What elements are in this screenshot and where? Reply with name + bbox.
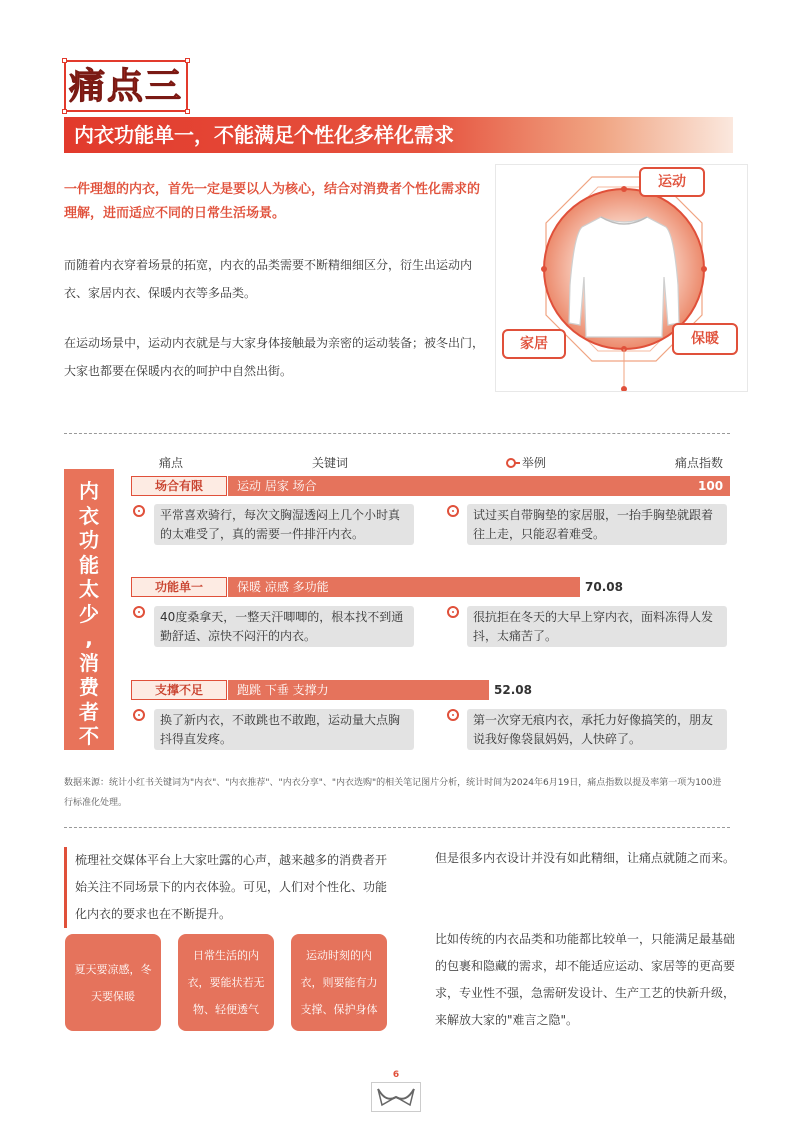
column-header-keyword: 关键词 — [312, 456, 349, 470]
keywords: 运动 居家 场合 — [237, 479, 317, 493]
need-card-text: 日常生活的内衣，要能状若无物、轻便透气 — [187, 949, 265, 1016]
vertical-title-char: 费 — [79, 675, 99, 699]
vertical-title-char: 太 — [79, 577, 99, 601]
keywords: 保暖 凉感 多功能 — [237, 580, 329, 594]
brand-logo-icon — [372, 1083, 420, 1111]
need-card — [291, 934, 387, 1031]
keywords: 跑跳 下垂 支撑力 — [237, 683, 329, 697]
scene-label-sport: 运动 — [639, 167, 705, 197]
index-value: 52.08 — [494, 683, 532, 697]
column-header-example — [506, 454, 546, 471]
index-bar — [228, 577, 580, 597]
ring-node — [541, 266, 547, 272]
longsleeve-top-icon — [569, 217, 679, 337]
quote-box: 第一次穿无痕内衣，承托力好像搞笑的，朋友说我好像袋鼠妈妈，人快碎了。 — [467, 709, 727, 750]
vertical-title-char: 内 — [79, 479, 99, 503]
pain-tag: 场合有限 — [131, 476, 227, 496]
index-value: 70.08 — [585, 580, 623, 594]
quote-dot-icon — [133, 505, 145, 517]
vertical-title-char: , — [85, 626, 93, 650]
headline-title: 内衣功能单一，不能满足个性化多样化需求 — [74, 123, 454, 147]
column-header-pain: 痛点 — [159, 456, 184, 470]
ring-node — [701, 266, 707, 272]
divider-dashed — [64, 433, 730, 434]
divider-dashed — [64, 827, 730, 828]
scene-illustration — [495, 164, 748, 392]
quote-dot-icon — [447, 505, 459, 517]
pain-point-title-box — [64, 60, 188, 112]
pain-point-label: 痛点三 — [68, 66, 183, 107]
vertical-title-char: 少 — [79, 601, 99, 626]
vertical-title-char: 能 — [79, 552, 99, 577]
summary-paragraph: 梳理社交媒体平台上大家吐露的心声，越来越多的消费者开始关注不同场景下的内衣体验。可见，人们对个性化、功能化内衣的要求也在不断提升。 — [64, 847, 392, 928]
intro-paragraph-2: 在运动场景中，运动内衣就是与大家身体接触最为亲密的运动装备；被冬出门，大家也都要在保暖内衣的呵护中自然出街。 — [64, 336, 485, 378]
need-card — [65, 934, 161, 1031]
vertical-title — [64, 479, 114, 749]
quote-box: 试过买自带胸垫的家居服，一抬手胸垫就跟着往上走，只能忍着难受。 — [467, 504, 727, 545]
corner-handle — [185, 58, 190, 63]
column-header-index: 痛点指数 — [675, 456, 724, 470]
ring-node — [621, 386, 627, 392]
right-paragraph-2: 比如传统的内衣品类和功能都比较单一，只能满足最基础的包裹和隐藏的需求，却不能适应运动、家居等的更高要求，专业性不强，急需研发设计、生产工艺的快新升级，来解放大家的"难言之隐"。 — [435, 932, 736, 1027]
quote-dot-icon — [506, 458, 516, 468]
quote-box: 平常喜欢骑行，每次文胸湿透闷上几个小时真的太难受了，真的需要一件排汗内衣。 — [154, 504, 414, 545]
quote-box: 40度桑拿天，一整天汗唧唧的，根本找不到通勤舒适、凉快不闷汗的内衣。 — [154, 606, 414, 647]
need-card-text: 运动时刻的内衣，则要能有力支撑、保护身体 — [300, 949, 378, 1016]
column-header-example-label: 举例 — [521, 456, 546, 470]
need-card — [178, 934, 274, 1031]
pain-tag: 功能单一 — [131, 577, 227, 597]
quote-dot-icon — [133, 606, 145, 618]
vertical-title-bar — [64, 469, 114, 750]
quote-dot-icon — [447, 709, 459, 721]
need-card-text: 夏天要凉感，冬天要保暖 — [74, 962, 152, 1003]
quote-box: 很抗拒在冬天的大早上穿内衣，面料冻得人发抖，太痛苦了。 — [467, 606, 727, 647]
lead-paragraph: 一件理想的内衣，首先一定是要以人为核心，结合对消费者个性化需求的理解，进而适应不同的日常生活场景。 — [64, 182, 481, 221]
corner-handle — [62, 58, 67, 63]
vertical-title-char: 衣 — [79, 503, 99, 528]
page-number: 6 — [392, 1070, 400, 1080]
vertical-title-char: 者 — [79, 699, 99, 724]
scene-label-home: 家居 — [502, 329, 566, 359]
index-bar — [228, 476, 730, 496]
quote-box: 换了新内衣，不敢跳也不敢跑，运动量大点胸抖得直发疼。 — [154, 709, 414, 750]
index-bar — [228, 680, 489, 700]
pain-tag: 支撑不足 — [131, 680, 227, 700]
vertical-title-char: 消 — [79, 650, 99, 675]
intro-paragraph-1: 而随着内衣穿着场景的拓宽，内衣的品类需要不断精细细区分，衍生出运动内衣、家居内衣、保暖内衣等多品类。 — [64, 258, 473, 300]
data-source-note: 数据来源：统计小红书关键词为"内衣"、"内衣推荐"、"内衣分享"、"内衣选购"的相关笔记图片分析，统计时间为2024年6月19日，痛点指数以提及率第一项为100进行标准化处理。 — [64, 778, 722, 808]
scene-label-warm: 保暖 — [672, 323, 738, 355]
brand-logo — [371, 1082, 421, 1112]
vertical-title-char: 不 — [79, 724, 99, 748]
ring-node — [621, 186, 627, 192]
quote-dot-icon — [447, 606, 459, 618]
index-value: 100 — [698, 479, 724, 493]
headline-banner — [64, 117, 733, 153]
right-paragraph-1: 但是很多内衣设计并没有如此精细，让痛点就随之而来。 — [435, 851, 736, 865]
quote-dot-icon — [133, 709, 145, 721]
vertical-title-char: 功 — [79, 528, 99, 552]
